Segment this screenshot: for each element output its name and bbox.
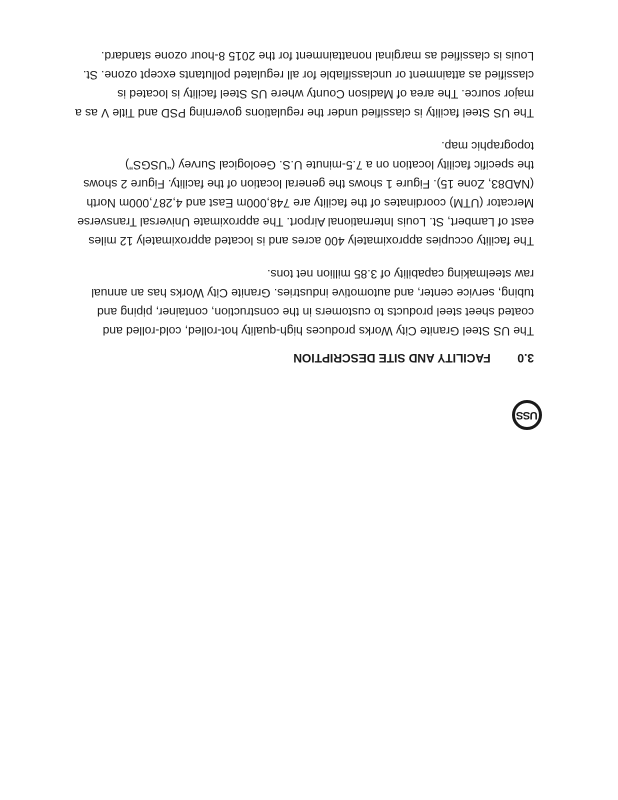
- section-heading: [293, 351, 534, 365]
- paragraph-1-line-2: coated sheet steel products to customers in the construction, container, piping and: [97, 305, 534, 319]
- paragraph-3-line-4: Louis is classified as marginal nonattainment for the 2015 8-hour ozone standard.: [101, 49, 534, 63]
- paragraph-2-line-2: east of Lambert, St. Louis International Airport. The approximate Universal Transverse: [77, 215, 534, 229]
- paragraph-3-line-1: The US Steel facility is classified under the regulations governing PSD and Title V as a: [75, 106, 534, 120]
- paragraph-1-line-4: raw steelmaking capability of 3.85 million net tons.: [267, 267, 534, 281]
- paragraph-2-line-3: Mercator (UTM) coordinates of the facility are 748,000m East and 4,287,000m North: [86, 196, 534, 210]
- paragraph-1-line-3: tubing, service center, and automotive industries. Granite City Works has an annual: [91, 286, 534, 300]
- uss-logo-text: USS: [516, 409, 538, 421]
- paragraph-2-line-6: topographic map.: [441, 139, 534, 153]
- section-title: FACILITY AND SITE DESCRIPTION: [293, 351, 491, 365]
- paragraph-3-line-2: major source. The area of Madison County where US Steel facility is located is: [117, 87, 534, 101]
- paragraph-1-line-1: The US Steel Granite City Works produces high-quality hot-rolled, cold-rolled and: [102, 324, 534, 338]
- paragraph-2-line-1: The facility occupies approximately 400 acres and is located approximately 12 miles: [88, 234, 534, 248]
- uss-logo: [512, 400, 542, 430]
- paragraph-2-line-4: (NAD83, Zone 15). Figure 1 shows the general location of the facility. Figure 2 shows: [83, 177, 534, 191]
- paragraph-2-line-5: the specific facility location on a 7.5-minute U.S. Geological Survey (“USGS”): [125, 158, 534, 172]
- paragraph-3-line-3: classified as attainment or unclassifiable for all regulated pollutants except ozone. St.: [83, 68, 534, 82]
- section-number: 3.0: [517, 351, 534, 365]
